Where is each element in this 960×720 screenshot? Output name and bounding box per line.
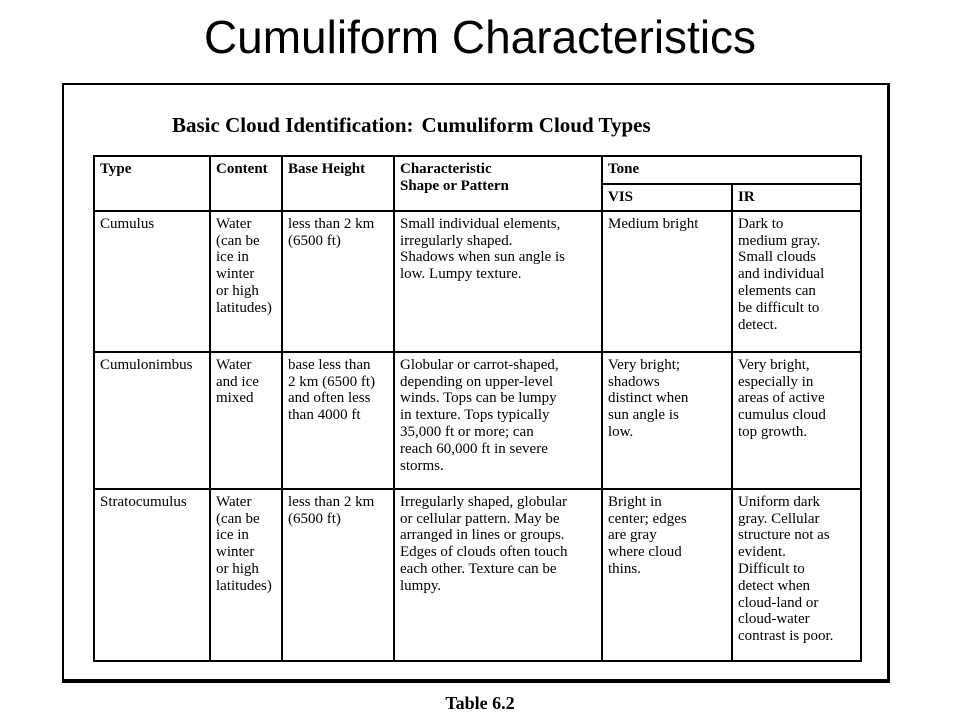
cell-type: Cumulonimbus — [94, 352, 210, 489]
table-row — [94, 352, 861, 489]
cell-type: Stratocumulus — [94, 489, 210, 661]
cell-content: Water (can be ice in winter or high latitudes) — [210, 211, 282, 352]
cell-vis: Medium bright — [602, 211, 732, 352]
header-ir: IR — [732, 184, 861, 211]
cell-ir: Very bright, especially in areas of active cumulus cloud top growth. — [732, 352, 861, 489]
cell-vis: Bright in center; edges are gray where cloud thins. — [602, 489, 732, 661]
header-characteristic: Characteristic Shape or Pattern — [394, 156, 602, 211]
cell-type: Cumulus — [94, 211, 210, 352]
cell-ir: Uniform dark gray. Cellular structure not as evident. Difficult to detect when cloud-land or cloud-water contrast is poor. — [732, 489, 861, 661]
cell-shape: Irregularly shaped, globular or cellular pattern. May be arranged in lines or groups. Edges of clouds often touch each other. Texture can be lumpy. — [394, 489, 602, 661]
cell-shape: Globular or carrot-shaped, depending on upper-level winds. Tops can be lumpy in texture. Tops typically 35,000 ft or more; can reach 60,000 ft in severe storms. — [394, 352, 602, 489]
table-caption: Table 6.2 — [445, 693, 515, 713]
cell-content: Water and ice mixed — [210, 352, 282, 489]
header-base-height: Base Height — [282, 156, 394, 211]
cell-content: Water (can be ice in winter or high latitudes) — [210, 489, 282, 661]
table-title-sub: Cumuliform Cloud Types — [421, 113, 651, 137]
cell-ir: Dark to medium gray. Small clouds and individual elements can be difficult to detect. — [732, 211, 861, 352]
slide-title: Cumuliform Characteristics — [203, 11, 757, 63]
cell-shape: Small individual elements, irregularly shaped. Shadows when sun angle is low. Lumpy texture. — [394, 211, 602, 352]
header-type: Type — [94, 156, 210, 211]
table-row — [94, 211, 861, 352]
cell-base-height: less than 2 km (6500 ft) — [282, 489, 394, 661]
cell-base-height: less than 2 km (6500 ft) — [282, 211, 394, 352]
header-tone: Tone — [602, 156, 861, 184]
cloud-types-table — [93, 155, 862, 662]
cell-vis: Very bright; shadows distinct when sun angle is low. — [602, 352, 732, 489]
header-content: Content — [210, 156, 282, 211]
table-row — [94, 489, 861, 661]
table-title — [172, 113, 651, 138]
table-title-main: Basic Cloud Identification: — [172, 113, 414, 137]
header-vis: VIS — [602, 184, 732, 211]
cell-base-height: base less than 2 km (6500 ft) and often less than 4000 ft — [282, 352, 394, 489]
